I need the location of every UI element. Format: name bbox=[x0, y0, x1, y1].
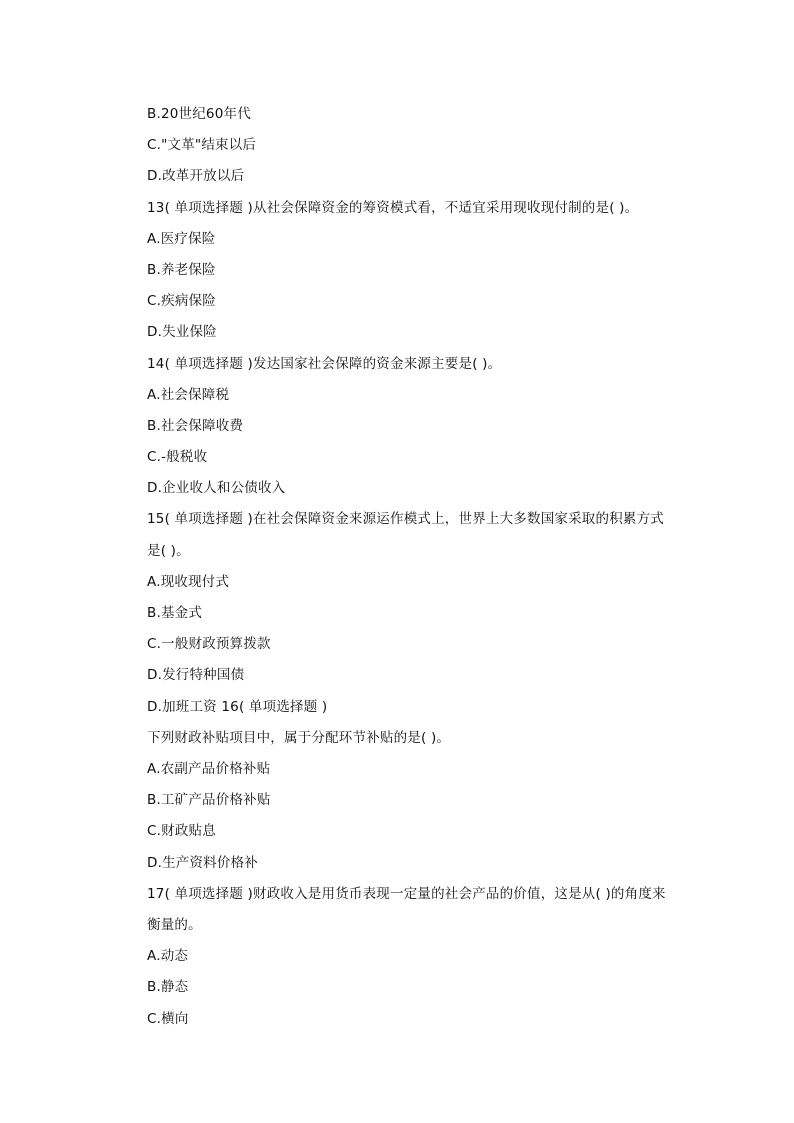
option-c-after-cultural-revolution: C."文革"结束以后 bbox=[147, 137, 257, 154]
q14-option-d: D.企业收人和公债收入 bbox=[147, 480, 286, 497]
question-list bbox=[120, 99, 675, 1035]
q16-option-a: A.农副产品价格补贴 bbox=[147, 761, 271, 777]
option-b-1960s: B.20世纪60年代 bbox=[147, 106, 251, 122]
q17-option-a: A.动态 bbox=[147, 948, 189, 965]
option-d-after-reform: D.改革开放以后 bbox=[147, 168, 245, 185]
q17-option-b: B.静态 bbox=[147, 979, 189, 996]
stray-option-and-question-16-header: D.加班工资 16( 单项选择题 ) bbox=[147, 698, 328, 715]
q15-option-b: B.基金式 bbox=[147, 605, 203, 622]
q17-option-c: C.横向 bbox=[147, 1010, 189, 1027]
q15-option-a: A.现收现付式 bbox=[147, 573, 230, 590]
question-13: 13( 单项选择题 )从社会保障资金的筹资模式看，不适宜采用现收现付制的是( )。 bbox=[147, 199, 639, 216]
q14-option-c: C.-般税收 bbox=[147, 449, 208, 466]
q16-option-c: C.财政贴息 bbox=[147, 823, 216, 840]
question-15: 15( 单项选择题 )在社会保障资金来源运作模式上，世界上大多数国家采取的积累方式是( )。 bbox=[147, 511, 664, 559]
question-14: 14( 单项选择题 )发达国家社会保障的资金来源主要是( )。 bbox=[147, 355, 502, 372]
q16-option-d: D.生产资料价格补 bbox=[147, 854, 258, 871]
q14-option-b: B.社会保障收费 bbox=[147, 417, 244, 434]
question-17: 17( 单项选择题 )财政收入是用货币表现一定量的社会产品的价值，这是从( )的角度来衡量的。 bbox=[147, 885, 666, 933]
q14-option-a: A.社会保障税 bbox=[147, 386, 230, 403]
q15-option-d: D.发行特种国债 bbox=[147, 667, 245, 684]
q13-option-c: C.疾病保险 bbox=[147, 293, 216, 310]
question-16-stem: 下列财政补贴项目中，属于分配环节补贴的是( )。 bbox=[147, 729, 451, 746]
q13-option-d: D.失业保险 bbox=[147, 324, 217, 341]
q16-option-b: B.工矿产品价格补贴 bbox=[147, 792, 271, 809]
q13-option-a: A.医疗保险 bbox=[147, 230, 216, 247]
q15-option-c: C.一般财政预算拨款 bbox=[147, 636, 271, 653]
q13-option-b: B.养老保险 bbox=[147, 261, 216, 278]
